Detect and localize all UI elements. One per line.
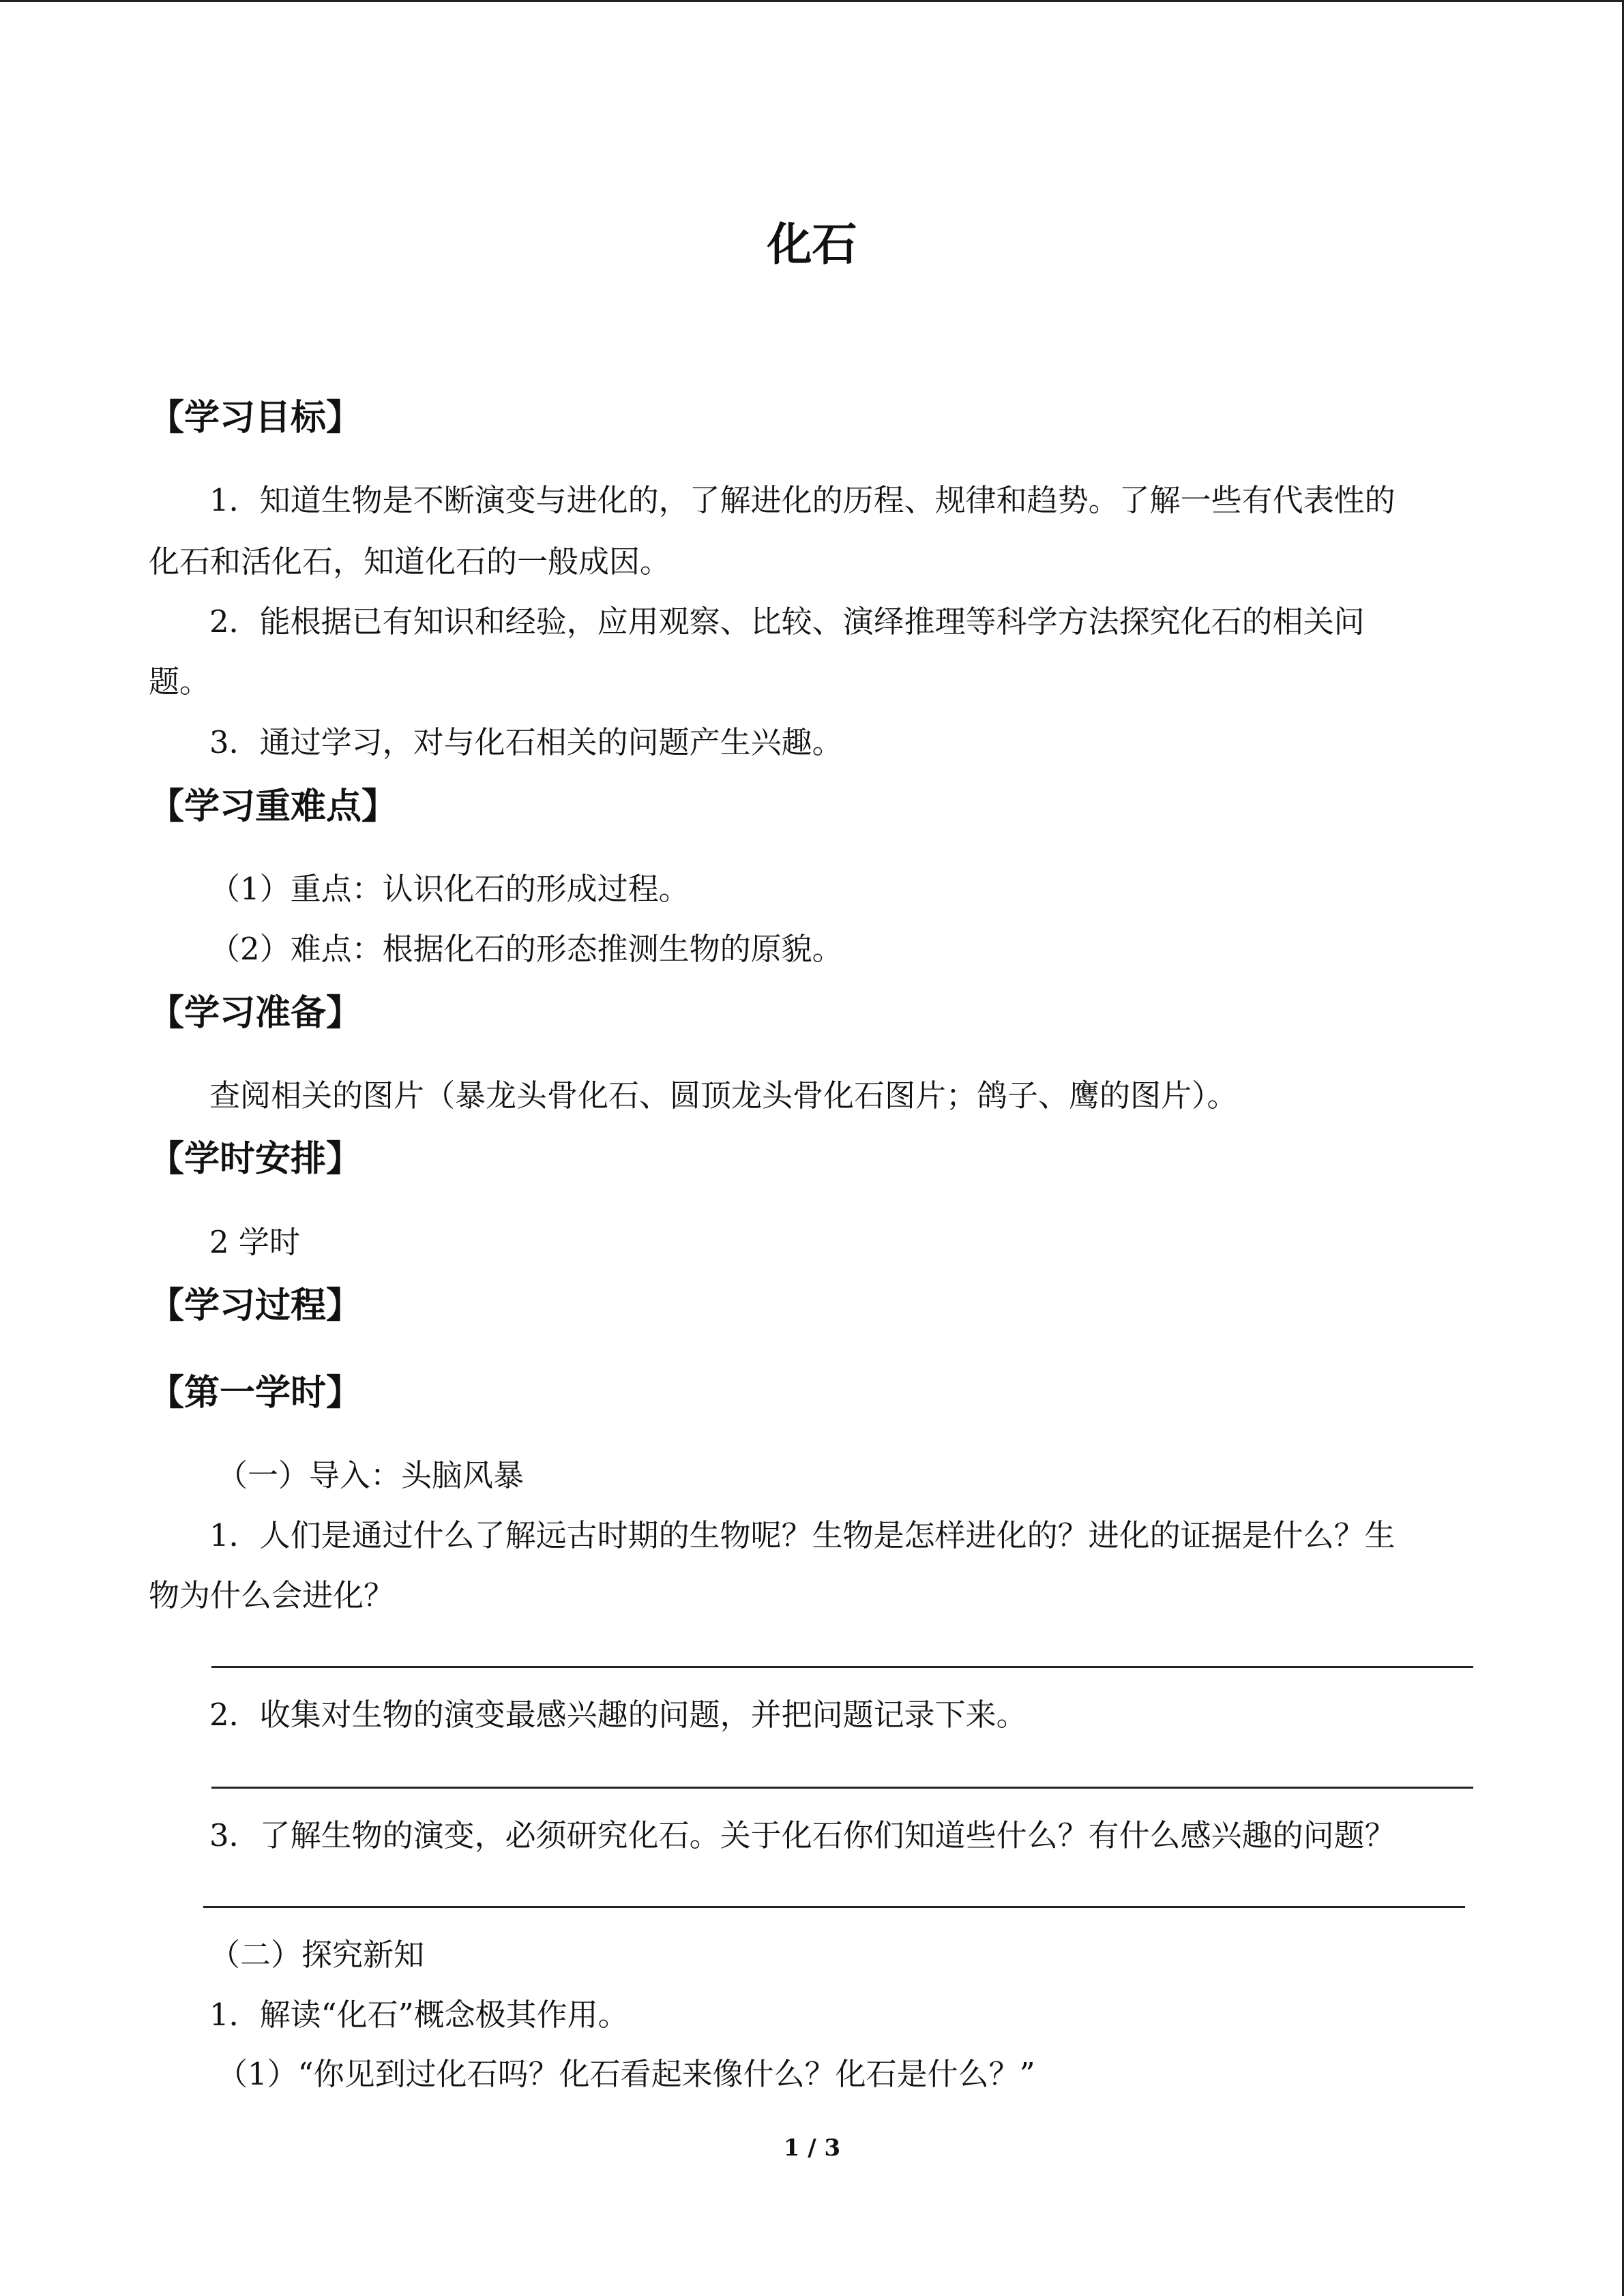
question-3: 3．了解生物的演变，必须研究化石。关于化石你们知道些什么？有什么感兴趣的问题？ [209, 1817, 1396, 1853]
preparation-heading: 【学习准备】 [149, 993, 362, 1034]
goal-3: 3．通过学习，对与化石相关的问题产生兴趣。 [209, 724, 843, 760]
key-points-heading: 【学习重难点】 [149, 786, 398, 827]
page-number: 1 / 3 [783, 2134, 841, 2162]
explore-item-1-1: （1）“你见到过化石吗？化石看起来像什么？化石是什么？” [217, 2056, 1035, 2092]
key-point-2: （2）难点：根据化石的形态推测生物的原貌。 [209, 931, 843, 967]
first-period-heading: 【第一学时】 [149, 1373, 362, 1414]
question-1-line-1: 1．人们是通过什么了解远古时期的生物呢？生物是怎样进化的？进化的证据是什么？生 [209, 1517, 1396, 1553]
page-top-border [0, 0, 1624, 2]
intro-subheading: （一）导入：头脑风暴 [217, 1457, 525, 1493]
goal-2-line-1: 2．能根据已有知识和经验，应用观察、比较、演绎推理等科学方法探究化石的相关问 [209, 603, 1365, 640]
explore-item-1: 1．解读“化石”概念极其作用。 [209, 1997, 629, 2033]
explore-subheading: （二）探究新知 [209, 1937, 425, 1973]
page-title: 化石 [767, 218, 857, 271]
goal-1-line-1: 1．知道生物是不断演变与进化的，了解进化的历程、规律和趋势。了解一些有代表性的 [209, 482, 1396, 518]
answer-line-2 [211, 1787, 1473, 1789]
schedule-text: 2 学时 [209, 1224, 300, 1260]
goal-1-line-2: 化石和活化石，知道化石的一般成因。 [149, 543, 671, 580]
answer-line-1 [211, 1666, 1473, 1668]
goals-heading: 【学习目标】 [149, 398, 362, 438]
schedule-heading: 【学时安排】 [149, 1139, 362, 1180]
goal-2-line-2: 题。 [149, 664, 211, 700]
answer-line-3 [203, 1906, 1465, 1908]
process-heading: 【学习过程】 [149, 1285, 362, 1326]
question-1-line-2: 物为什么会进化？ [149, 1577, 395, 1613]
question-2: 2．收集对生物的演变最感兴趣的问题，并把问题记录下来。 [209, 1697, 1027, 1733]
preparation-text: 查阅相关的图片（暴龙头骨化石、圆顶龙头骨化石图片；鸽子、鹰的图片）。 [209, 1077, 1238, 1114]
key-point-1: （1）重点：认识化石的形成过程。 [209, 871, 690, 907]
